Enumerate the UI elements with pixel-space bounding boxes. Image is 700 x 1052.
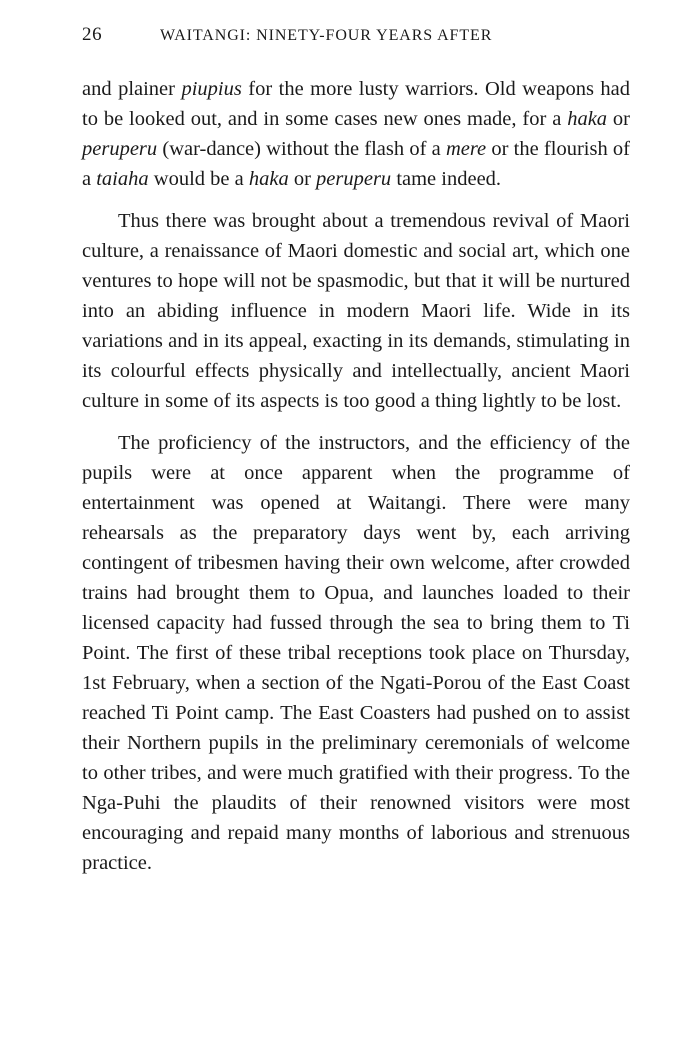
paragraph bbox=[82, 206, 630, 416]
text-run: or the flourish of a bbox=[82, 138, 630, 190]
text-run: Thus there was brought about a tremendous revival of Maori culture, a renaissance of Maori domestic and social art, which one ventures to hope will not be spasmodic, but that it will be nurtured into an abiding influence in modern Maori life. Wide in its variations and in its appeal, exacting in its demands, stimulating in its colourful effects physically and intellectually, ancient Maori culture in some of its aspects is too good a thing lightly to be lost. bbox=[82, 210, 630, 412]
text-run: or bbox=[607, 108, 631, 130]
italic-term: peruperu bbox=[82, 138, 158, 160]
text-run: would be a bbox=[148, 168, 249, 190]
running-head bbox=[82, 24, 630, 54]
running-title: WAITANGI: NINETY-FOUR YEARS AFTER bbox=[160, 27, 493, 44]
italic-term: peruperu bbox=[316, 168, 392, 190]
paragraph bbox=[82, 74, 630, 194]
text-run: (war-dance) without the flash of a bbox=[157, 138, 446, 160]
italic-term: haka bbox=[567, 108, 608, 130]
italic-term: haka bbox=[248, 168, 289, 190]
paragraph bbox=[82, 428, 630, 878]
page-number: 26 bbox=[82, 24, 103, 45]
text-run: or bbox=[288, 168, 317, 190]
text-run: The proficiency of the instructors, and the efficiency of the pupils were at once apparent when the programme of entertainment was opened at Waitangi. There were many rehearsals as the preparatory days went by, each arriving contingent of tribesmen having their own welcome, after crowded trains had brought them to Opua, and launches loaded to their licensed capacity had fussed through the sea to bring them to Ti Point. The first of these tribal receptions took place on Thursday, 1st February, when a section of the Ngati-Porou of the East Coast reached Ti Point camp. The East Coasters had pushed on to assist their Northern pupils in the preliminary ceremonials of welcome to other tribes, and were much gratified with their progress. To the Nga-Puhi the plaudits of their renowned visitors were most encouraging and repaid many months of laborious and strenuous practice. bbox=[82, 432, 630, 874]
italic-term: piupius bbox=[181, 78, 242, 100]
book-page bbox=[82, 24, 630, 878]
text-run: tame indeed. bbox=[391, 168, 502, 190]
text-run: and plainer bbox=[82, 78, 182, 100]
italic-term: taiaha bbox=[96, 168, 149, 190]
italic-term: mere bbox=[445, 138, 487, 160]
text-run: for the more lusty warriors. Old weapons had to be looked out, and in some cases new ones made, for a bbox=[82, 78, 631, 130]
body-text bbox=[82, 74, 630, 878]
